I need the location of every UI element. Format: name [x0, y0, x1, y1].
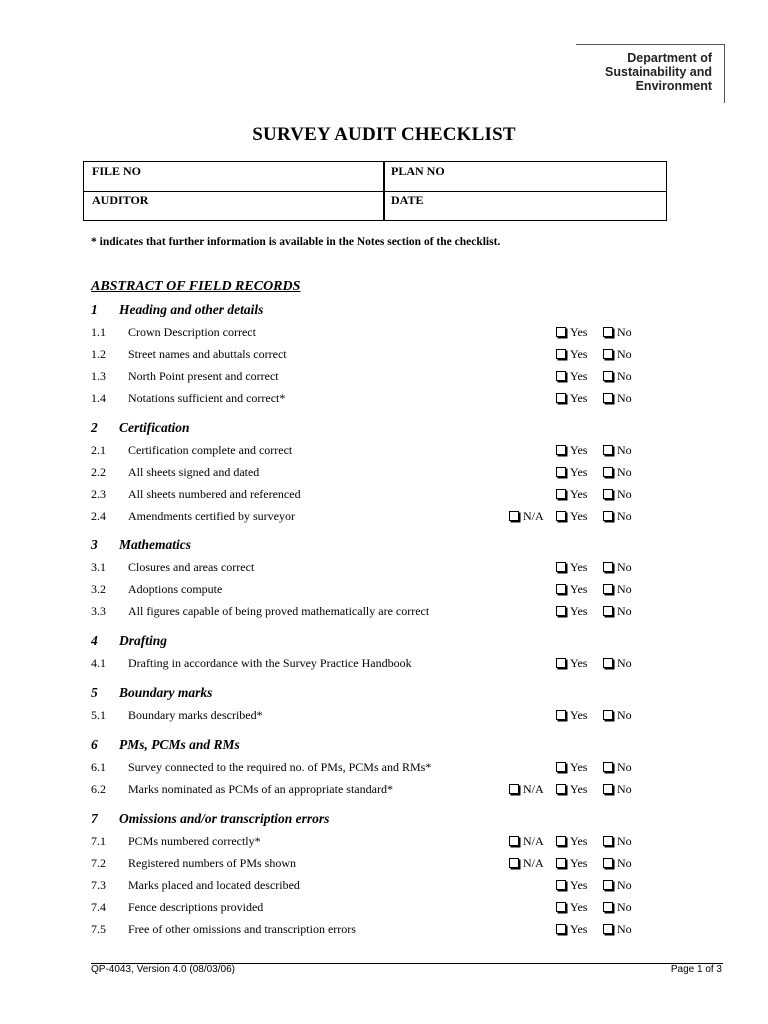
- checklist-item: [91, 369, 651, 387]
- group-heading: [91, 302, 263, 318]
- item-number: 2.4: [91, 509, 106, 523]
- group-title: Omissions and/or transcription errors: [119, 811, 330, 826]
- group-number: 7: [91, 811, 98, 826]
- checklist-item: [91, 443, 651, 461]
- item-number: 2.2: [91, 465, 106, 479]
- checklist-item: [91, 856, 651, 874]
- yes-checkbox[interactable]: [556, 782, 587, 797]
- item-text: Drafting in accordance with the Survey Practice Handbook: [128, 656, 412, 670]
- item-number: 7.2: [91, 856, 106, 870]
- checkbox-icon[interactable]: [603, 658, 613, 668]
- na-checkbox[interactable]: [509, 856, 544, 871]
- checklist-item: [91, 347, 651, 365]
- no-checkbox[interactable]: [603, 443, 632, 458]
- checkbox-icon[interactable]: [509, 784, 519, 794]
- no-label: No: [617, 656, 632, 670]
- checkbox-icon[interactable]: [556, 784, 566, 794]
- item-text: Survey connected to the required no. of PMs, PCMs and RMs*: [128, 760, 432, 774]
- group-number: 2: [91, 420, 98, 435]
- yes-label: Yes: [570, 560, 588, 574]
- item-number: 7.3: [91, 878, 106, 892]
- group-title: Drafting: [119, 633, 168, 648]
- yes-label: Yes: [570, 347, 588, 361]
- checkbox-icon[interactable]: [603, 880, 613, 890]
- asterisk-note: * indicates that further information is available in the Notes section of the checklist.: [91, 236, 501, 248]
- item-number: 3.2: [91, 582, 106, 596]
- yes-label: Yes: [570, 708, 588, 722]
- group-heading: [91, 420, 190, 436]
- logo-line-1: Department of: [627, 51, 712, 65]
- item-text: Certification complete and correct: [128, 443, 293, 457]
- yes-label: Yes: [570, 878, 588, 892]
- yes-label: Yes: [570, 604, 588, 618]
- yes-checkbox[interactable]: [556, 347, 587, 362]
- na-checkbox[interactable]: [509, 834, 544, 849]
- item-text: Fence descriptions provided: [128, 900, 264, 914]
- yes-label: Yes: [570, 369, 588, 383]
- item-text: Closures and areas correct: [128, 560, 255, 574]
- item-text: Adoptions compute: [128, 582, 223, 596]
- checklist-item: [91, 604, 651, 622]
- yes-checkbox[interactable]: [556, 878, 587, 893]
- item-text: Boundary marks described*: [128, 708, 263, 722]
- item-text: Marks nominated as PCMs of an appropriate standard*: [128, 782, 393, 796]
- section-title: ABSTRACT OF FIELD RECORDS: [91, 279, 301, 294]
- item-number: 3.3: [91, 604, 106, 618]
- yes-checkbox[interactable]: [556, 834, 587, 849]
- group-heading: [91, 685, 212, 701]
- checkbox-icon[interactable]: [603, 371, 613, 381]
- checklist-item: [91, 782, 651, 800]
- yes-checkbox[interactable]: [556, 325, 587, 340]
- yes-checkbox[interactable]: [556, 369, 587, 384]
- yes-checkbox[interactable]: [556, 656, 587, 671]
- item-number: 1.3: [91, 369, 106, 383]
- no-checkbox[interactable]: [603, 834, 632, 849]
- checkbox-icon[interactable]: [556, 880, 566, 890]
- checkbox-icon[interactable]: [603, 836, 613, 846]
- checkbox-icon[interactable]: [603, 762, 613, 772]
- checkbox-icon[interactable]: [603, 511, 613, 521]
- no-checkbox[interactable]: [603, 878, 632, 893]
- checkbox-icon[interactable]: [603, 393, 613, 403]
- checkbox-icon[interactable]: [603, 489, 613, 499]
- item-text: Registered numbers of PMs shown: [128, 856, 296, 870]
- yes-label: Yes: [570, 656, 588, 670]
- plan-no-label: PLAN NO: [391, 164, 445, 178]
- group-number: 1: [91, 302, 98, 317]
- item-number: 6.2: [91, 782, 106, 796]
- no-label: No: [617, 900, 632, 914]
- yes-label: Yes: [570, 325, 588, 339]
- no-label: No: [617, 604, 632, 618]
- checkbox-icon[interactable]: [603, 327, 613, 337]
- footer-version: QP-4043, Version 4.0 (08/03/06): [91, 964, 235, 975]
- no-checkbox[interactable]: [603, 604, 632, 619]
- yes-checkbox[interactable]: [556, 487, 587, 502]
- group-heading: [91, 737, 240, 753]
- no-checkbox[interactable]: [603, 347, 632, 362]
- no-label: No: [617, 391, 632, 405]
- item-text: Free of other omissions and transcription errors: [128, 922, 356, 936]
- checklist-item: [91, 760, 651, 778]
- item-number: 3.1: [91, 560, 106, 574]
- checkbox-icon[interactable]: [509, 511, 519, 521]
- no-label: No: [617, 560, 632, 574]
- checkbox-icon[interactable]: [556, 511, 566, 521]
- item-text: Amendments certified by surveyor: [128, 509, 295, 523]
- checkbox-icon[interactable]: [509, 836, 519, 846]
- no-label: No: [617, 465, 632, 479]
- checkbox-icon[interactable]: [603, 467, 613, 477]
- yes-checkbox[interactable]: [556, 760, 587, 775]
- yes-label: Yes: [570, 782, 588, 796]
- yes-checkbox[interactable]: [556, 922, 587, 937]
- item-number: 7.5: [91, 922, 106, 936]
- checklist-item: [91, 878, 651, 896]
- no-label: No: [617, 582, 632, 596]
- checkbox-icon[interactable]: [509, 858, 519, 868]
- yes-label: Yes: [570, 922, 588, 936]
- na-label: N/A: [523, 509, 544, 523]
- checkbox-icon[interactable]: [603, 924, 613, 934]
- checklist-item: [91, 509, 651, 527]
- info-table: [83, 161, 667, 221]
- checkbox-icon[interactable]: [556, 902, 566, 912]
- item-text: Marks placed and located described: [128, 878, 300, 892]
- checkbox-icon[interactable]: [556, 445, 566, 455]
- checkbox-icon[interactable]: [556, 371, 566, 381]
- checkbox-icon[interactable]: [603, 445, 613, 455]
- checkbox-icon[interactable]: [556, 489, 566, 499]
- checkbox-icon[interactable]: [556, 327, 566, 337]
- no-label: No: [617, 834, 632, 848]
- group-title: Heading and other details: [119, 302, 264, 317]
- yes-label: Yes: [570, 760, 588, 774]
- item-number: 4.1: [91, 656, 106, 670]
- checklist-item: [91, 487, 651, 505]
- checkbox-icon[interactable]: [556, 562, 566, 572]
- info-row-1: [84, 162, 666, 192]
- item-number: 7.1: [91, 834, 106, 848]
- checkbox-icon[interactable]: [603, 349, 613, 359]
- checklist-item: [91, 582, 651, 600]
- no-label: No: [617, 856, 632, 870]
- yes-checkbox[interactable]: [556, 465, 587, 480]
- checkbox-icon[interactable]: [603, 562, 613, 572]
- group-heading: [91, 537, 191, 553]
- group-number: 5: [91, 685, 98, 700]
- group-heading: [91, 633, 167, 649]
- group-title: Boundary marks: [119, 685, 213, 700]
- checklist-item: [91, 465, 651, 483]
- document-title: SURVEY AUDIT CHECKLIST: [252, 124, 516, 145]
- group-title: PMs, PCMs and RMs: [119, 737, 240, 752]
- checklist-item: [91, 656, 651, 674]
- checkbox-icon[interactable]: [603, 606, 613, 616]
- date-label: DATE: [391, 193, 424, 207]
- no-label: No: [617, 878, 632, 892]
- yes-checkbox[interactable]: [556, 604, 587, 619]
- item-number: 2.3: [91, 487, 106, 501]
- yes-checkbox[interactable]: [556, 708, 587, 723]
- yes-checkbox[interactable]: [556, 856, 587, 871]
- checkbox-icon[interactable]: [603, 858, 613, 868]
- checkbox-icon[interactable]: [556, 584, 566, 594]
- item-text: North Point present and correct: [128, 369, 279, 383]
- na-checkbox[interactable]: [509, 782, 544, 797]
- file-no-label: FILE NO: [92, 164, 142, 178]
- no-checkbox[interactable]: [603, 708, 632, 723]
- checkbox-icon[interactable]: [603, 710, 613, 720]
- yes-checkbox[interactable]: [556, 443, 587, 458]
- yes-label: Yes: [570, 443, 588, 457]
- no-checkbox[interactable]: [603, 856, 632, 871]
- checklist-item: [91, 900, 651, 918]
- item-text: All sheets numbered and referenced: [128, 487, 301, 501]
- checkbox-icon[interactable]: [556, 924, 566, 934]
- checklist-item: [91, 708, 651, 726]
- checkbox-icon[interactable]: [556, 710, 566, 720]
- checkbox-icon[interactable]: [556, 658, 566, 668]
- footer-page-number: Page 1 of 3: [670, 964, 722, 975]
- na-label: N/A: [523, 834, 544, 848]
- yes-checkbox[interactable]: [556, 900, 587, 915]
- yes-label: Yes: [570, 582, 588, 596]
- group-title: Mathematics: [119, 537, 192, 552]
- no-checkbox[interactable]: [603, 560, 632, 575]
- no-label: No: [617, 347, 632, 361]
- item-text: PCMs numbered correctly*: [128, 834, 261, 848]
- no-checkbox[interactable]: [603, 656, 632, 671]
- no-label: No: [617, 325, 632, 339]
- department-logo: [576, 44, 725, 103]
- no-label: No: [617, 509, 632, 523]
- no-label: No: [617, 760, 632, 774]
- checklist-item: [91, 560, 651, 578]
- logo-line-3: Environment: [635, 79, 712, 93]
- item-text: All sheets signed and dated: [128, 465, 260, 479]
- no-label: No: [617, 782, 632, 796]
- no-checkbox[interactable]: [603, 465, 632, 480]
- yes-label: Yes: [570, 900, 588, 914]
- item-text: Notations sufficient and correct*: [128, 391, 286, 405]
- no-label: No: [617, 443, 632, 457]
- yes-checkbox[interactable]: [556, 509, 587, 524]
- checkbox-icon[interactable]: [556, 467, 566, 477]
- checkbox-icon[interactable]: [556, 393, 566, 403]
- yes-label: Yes: [570, 391, 588, 405]
- no-checkbox[interactable]: [603, 325, 632, 340]
- no-checkbox[interactable]: [603, 509, 632, 524]
- item-text: Crown Description correct: [128, 325, 256, 339]
- no-checkbox[interactable]: [603, 782, 632, 797]
- no-checkbox[interactable]: [603, 900, 632, 915]
- item-number: 5.1: [91, 708, 106, 722]
- checkbox-icon[interactable]: [556, 858, 566, 868]
- yes-label: Yes: [570, 834, 588, 848]
- checkbox-icon[interactable]: [556, 349, 566, 359]
- no-checkbox[interactable]: [603, 582, 632, 597]
- item-number: 7.4: [91, 900, 106, 914]
- department-logo-text: [605, 51, 712, 93]
- item-number: 6.1: [91, 760, 106, 774]
- info-row-2: [84, 191, 666, 220]
- na-label: N/A: [523, 782, 544, 796]
- item-number: 1.2: [91, 347, 106, 361]
- yes-checkbox[interactable]: [556, 582, 587, 597]
- no-checkbox[interactable]: [603, 922, 632, 937]
- no-label: No: [617, 708, 632, 722]
- group-title: Certification: [119, 420, 190, 435]
- logo-line-2: Sustainability and: [605, 65, 712, 79]
- yes-label: Yes: [570, 487, 588, 501]
- checkbox-icon[interactable]: [556, 836, 566, 846]
- yes-label: Yes: [570, 856, 588, 870]
- yes-checkbox[interactable]: [556, 391, 587, 406]
- item-text: Street names and abuttals correct: [128, 347, 287, 361]
- checkbox-icon[interactable]: [556, 762, 566, 772]
- na-checkbox[interactable]: [509, 509, 544, 524]
- checkbox-icon[interactable]: [556, 606, 566, 616]
- checkbox-icon[interactable]: [603, 902, 613, 912]
- item-number: 1.1: [91, 325, 106, 339]
- no-checkbox[interactable]: [603, 369, 632, 384]
- na-label: N/A: [523, 856, 544, 870]
- checkbox-icon[interactable]: [603, 584, 613, 594]
- item-number: 2.1: [91, 443, 106, 457]
- no-checkbox[interactable]: [603, 487, 632, 502]
- checklist-item: [91, 391, 651, 409]
- group-number: 3: [91, 537, 98, 552]
- checkbox-icon[interactable]: [603, 784, 613, 794]
- auditor-label: AUDITOR: [92, 193, 149, 207]
- yes-label: Yes: [570, 465, 588, 479]
- group-number: 6: [91, 737, 98, 752]
- no-checkbox[interactable]: [603, 760, 632, 775]
- item-number: 1.4: [91, 391, 106, 405]
- checklist-item: [91, 834, 651, 852]
- yes-label: Yes: [570, 509, 588, 523]
- no-label: No: [617, 487, 632, 501]
- checklist-item: [91, 922, 651, 940]
- no-label: No: [617, 922, 632, 936]
- group-number: 4: [91, 633, 98, 648]
- checklist-item: [91, 325, 651, 343]
- no-checkbox[interactable]: [603, 391, 632, 406]
- item-text: All figures capable of being proved mathematically are correct: [128, 604, 430, 618]
- group-heading: [91, 811, 329, 827]
- no-label: No: [617, 369, 632, 383]
- yes-checkbox[interactable]: [556, 560, 587, 575]
